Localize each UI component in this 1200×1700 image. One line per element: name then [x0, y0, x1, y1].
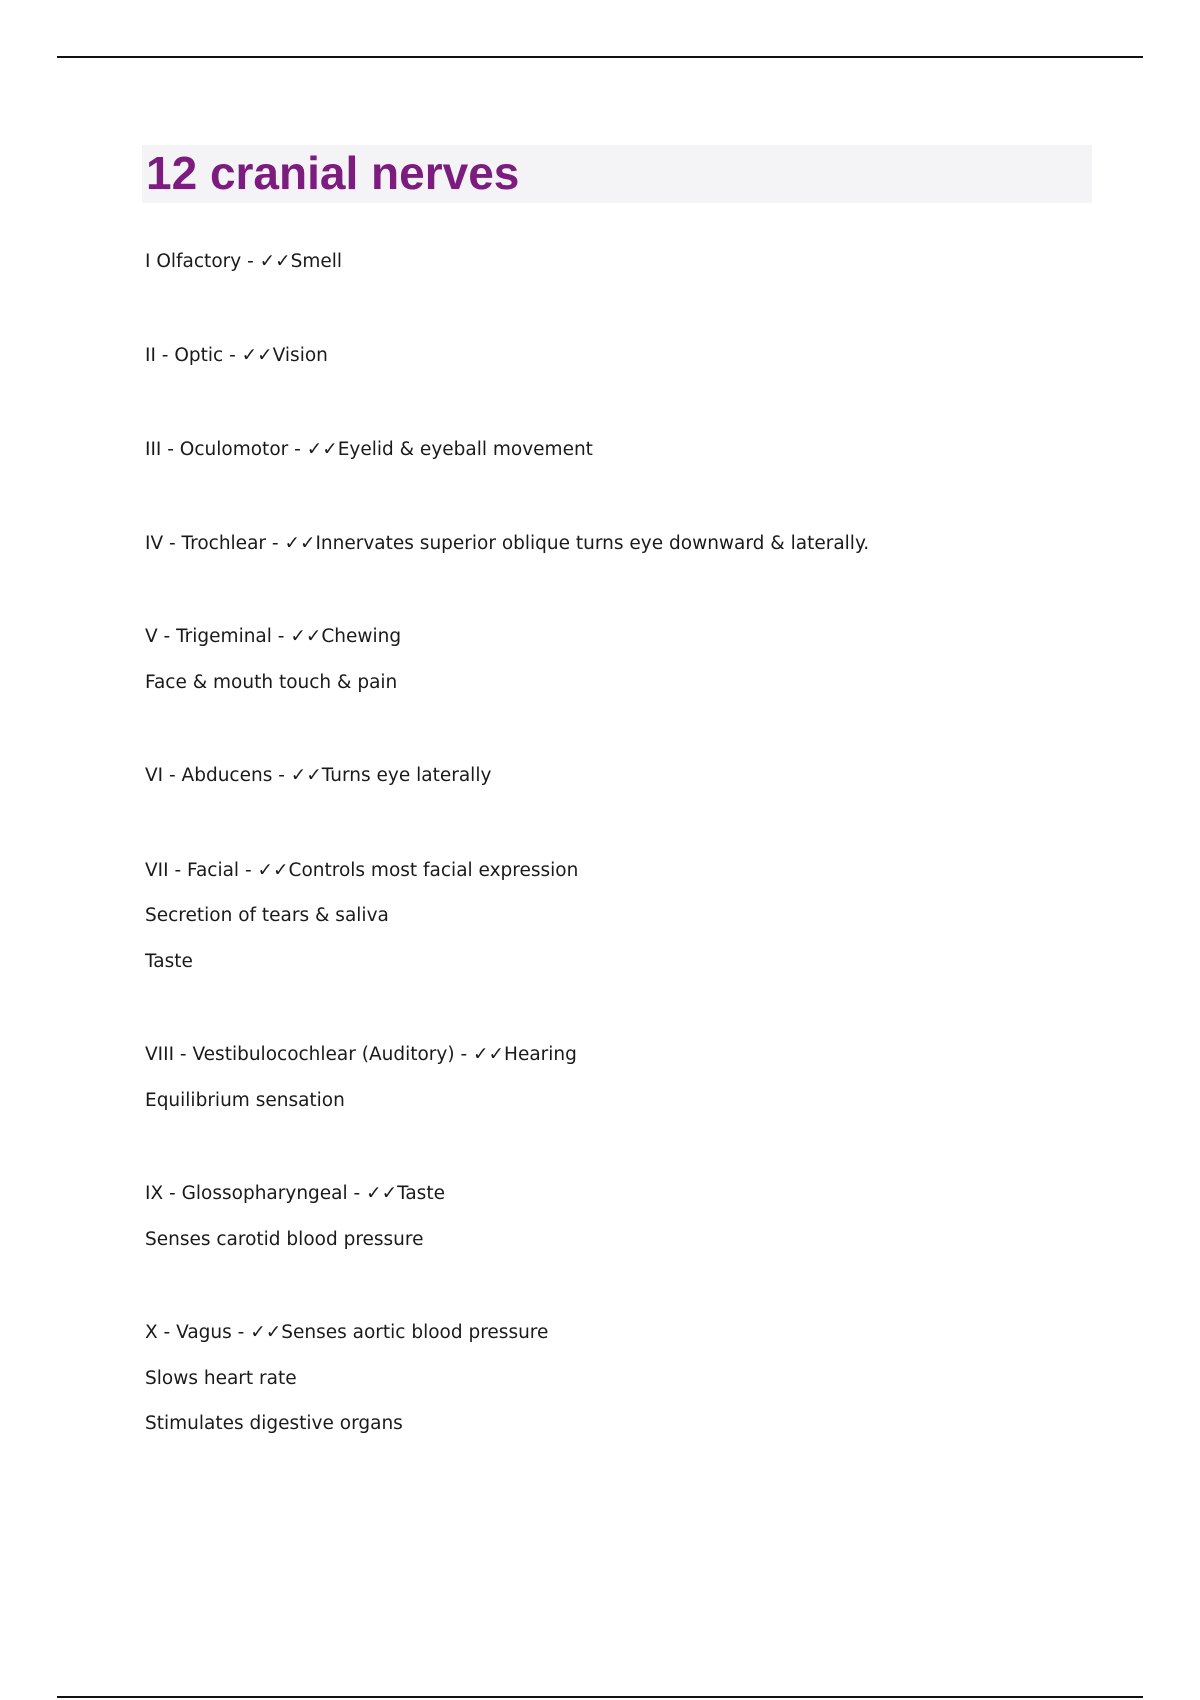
- check-icon: ✓✓: [250, 1322, 282, 1343]
- entry-1-main: [145, 249, 342, 275]
- check-icon: ✓✓: [306, 439, 338, 460]
- entry-9-extra-1: Senses carotid blood pressure: [145, 1229, 424, 1250]
- term: IX - Glossopharyngeal -: [145, 1183, 367, 1204]
- term: III - Oculomotor -: [145, 439, 307, 460]
- check-icon: ✓✓: [259, 251, 291, 272]
- check-icon: ✓✓: [473, 1044, 505, 1065]
- entry-7-main: [145, 858, 578, 884]
- answer: Vision: [272, 345, 328, 366]
- check-icon: ✓✓: [366, 1183, 398, 1204]
- term: X - Vagus -: [145, 1322, 251, 1343]
- answer: Controls most facial expression: [288, 860, 579, 881]
- entry-10-main: [145, 1320, 548, 1346]
- check-icon: ✓✓: [284, 533, 316, 554]
- entry-8-main: [145, 1042, 577, 1068]
- entry-7-extra-2: Taste: [145, 951, 193, 972]
- answer: Taste: [397, 1183, 445, 1204]
- page-title: 12 cranial nerves: [146, 147, 520, 199]
- check-icon: ✓✓: [257, 860, 289, 881]
- term: V - Trigeminal -: [145, 626, 291, 647]
- answer: Smell: [290, 251, 343, 272]
- entry-5-main: [145, 624, 401, 650]
- term: VIII - Vestibulocochlear (Auditory) -: [145, 1044, 474, 1065]
- answer: Eyelid & eyeball movement: [337, 439, 593, 460]
- answer: Innervates superior oblique turns eye downward & laterally.: [315, 533, 870, 554]
- check-icon: ✓✓: [290, 626, 322, 647]
- answer: Hearing: [504, 1044, 577, 1065]
- check-icon: ✓✓: [290, 765, 322, 786]
- term: II - Optic -: [145, 345, 242, 366]
- check-icon: ✓✓: [241, 345, 273, 366]
- answer: Senses aortic blood pressure: [281, 1322, 549, 1343]
- term: IV - Trochlear -: [145, 533, 285, 554]
- entry-2-main: [145, 343, 328, 369]
- top-rule: [57, 56, 1143, 58]
- bottom-rule: [57, 1696, 1143, 1698]
- entry-8-extra-1: Equilibrium sensation: [145, 1090, 345, 1111]
- entry-9-main: [145, 1181, 445, 1207]
- entry-10-extra-2: Stimulates digestive organs: [145, 1413, 403, 1434]
- entry-10-extra-1: Slows heart rate: [145, 1368, 297, 1389]
- term: VII - Facial -: [145, 860, 258, 881]
- entry-4-main: [145, 531, 869, 557]
- answer: Turns eye laterally: [321, 765, 492, 786]
- entry-5-extra-1: Face & mouth touch & pain: [145, 672, 398, 693]
- entry-7-extra-1: Secretion of tears & saliva: [145, 905, 389, 926]
- entry-3-main: [145, 437, 593, 463]
- entry-6-main: [145, 763, 491, 789]
- answer: Chewing: [321, 626, 402, 647]
- term: I Olfactory -: [145, 251, 260, 272]
- term: VI - Abducens -: [145, 765, 291, 786]
